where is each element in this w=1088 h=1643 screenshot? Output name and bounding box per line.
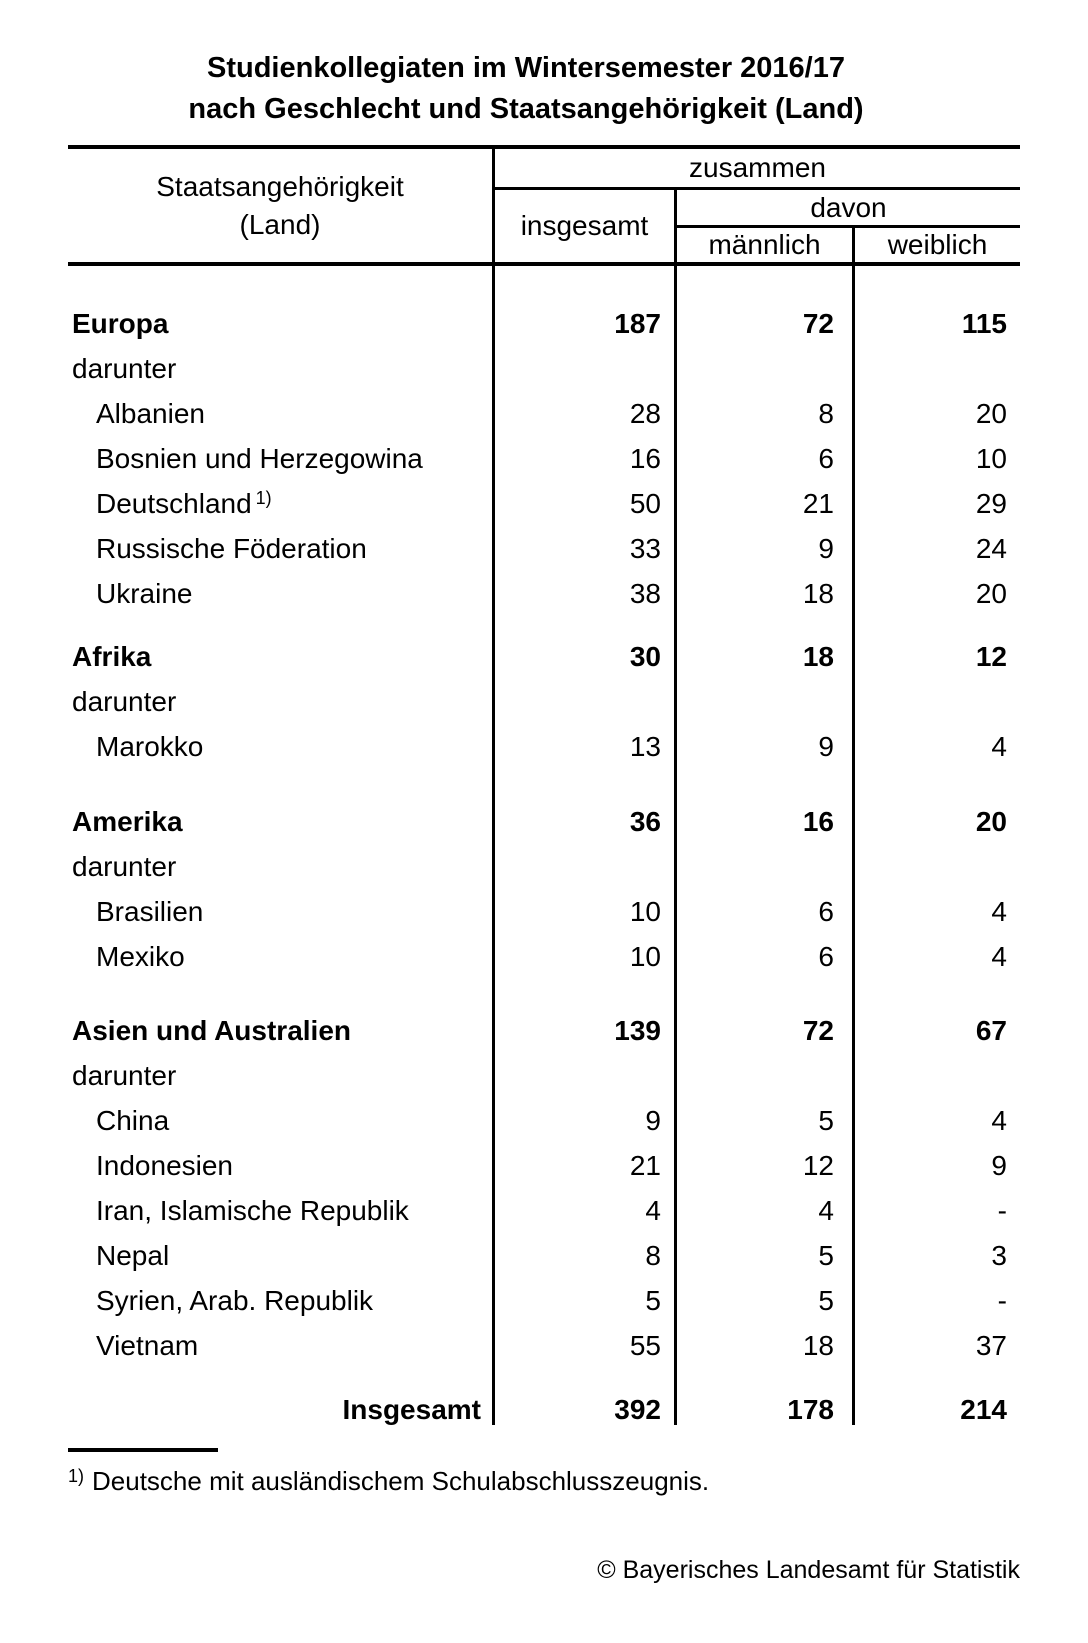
nationality-label: Indonesien [96,1150,234,1181]
nationality-cell [68,799,495,844]
total-cell: 13 [629,731,661,762]
statistics-table [68,145,1020,1432]
female-cell: 4 [991,1105,1007,1136]
female-cell: - [997,1195,1007,1226]
footnote [68,1466,709,1497]
nationality-label: Marokko [96,731,204,762]
nationality-label: Nepal [96,1240,170,1271]
total-cell [495,844,677,889]
female-cell: 37 [975,1330,1007,1361]
total-cell: 30 [629,641,661,672]
male-cell: 18 [802,641,834,672]
nationality-label: Russische Föderation [96,533,367,564]
female-cell: 3 [991,1240,1007,1271]
nationality-label: Ukraine [96,578,193,609]
table-row-sub [68,844,1020,889]
female-cell [855,844,1020,889]
footnote-text: Deutsche mit ausländischem Schulabschlusszeugnis. [92,1466,710,1496]
nationality-cell [68,1233,495,1278]
nationality-label: Bosnien und Herzegowina [96,443,423,474]
total-cell: 55 [629,1330,661,1361]
nationality-label: darunter [72,353,177,384]
total-cell: 392 [614,1394,661,1425]
male-cell: 12 [802,1150,834,1181]
header-mid-row [495,190,1020,262]
page-title-line2: nach Geschlecht und Staatsangehörigkeit (Land) [188,93,864,125]
nationality-label: darunter [72,1060,177,1091]
male-cell: 4 [818,1195,834,1226]
female-cell: 20 [975,578,1007,609]
male-cell: 6 [818,941,834,972]
female-cell [855,346,1020,391]
nationality-cell [68,1053,495,1098]
header-davon-group [677,190,1020,262]
table-row-country [68,1278,1020,1323]
male-cell [677,844,855,889]
total-cell: 50 [629,488,661,519]
nationality-label: Deutschland [96,488,252,519]
male-cell: 18 [802,578,834,609]
nationality-label: Syrien, Arab. Republik [96,1285,374,1316]
female-cell: 4 [991,896,1007,927]
nationality-label: Albanien [96,398,205,429]
table-row-country [68,436,1020,481]
male-cell: 72 [802,1015,834,1046]
nationality-cell [68,1188,495,1233]
table-row-country [68,934,1020,979]
nationality-cell [68,724,495,769]
header-davon-cell: davon [677,190,1020,228]
male-cell: 6 [818,896,834,927]
female-cell: 24 [975,533,1007,564]
table-row-country [68,391,1020,436]
footnote-marker: 1) [68,1466,85,1486]
header-male-cell: männlich [677,228,855,262]
footnote-divider [68,1448,218,1452]
nationality-cell [68,1098,495,1143]
nationality-cell [68,844,495,889]
male-cell: 178 [787,1394,834,1425]
nationality-cell [68,571,495,616]
table-body [68,266,1020,1432]
female-cell: 12 [975,641,1007,672]
female-cell [855,679,1020,724]
total-cell: 33 [629,533,661,564]
nationality-cell [68,634,495,679]
male-cell: 72 [802,308,834,339]
table-header [68,145,1020,266]
page-title-line1: Studienkollegiaten im Wintersemester 2016/17 [207,52,845,84]
table-row-country [68,1323,1020,1368]
female-cell: 115 [961,308,1007,339]
table-row-country [68,481,1020,526]
table-row-country [68,526,1020,571]
male-cell [677,346,855,391]
table-row-sub [68,346,1020,391]
table-row-total [68,1387,1020,1432]
nationality-label: Afrika [72,641,152,672]
nationality-cell [68,481,495,526]
total-cell: 8 [645,1240,661,1271]
total-cell: 10 [629,896,661,927]
female-cell: 4 [991,731,1007,762]
header-values-group [495,149,1020,262]
page-title [50,48,1002,130]
total-cell: 9 [645,1105,661,1136]
total-cell [495,346,677,391]
male-cell: 9 [818,731,834,762]
header-zusammen-cell: zusammen [495,149,1020,190]
table-row-region [68,301,1020,346]
total-cell: 4 [645,1195,661,1226]
table-row-country [68,1143,1020,1188]
nationality-cell [68,934,495,979]
male-cell: 5 [818,1285,834,1316]
total-cell [495,1053,677,1098]
table-row-sub [68,679,1020,724]
table-row-sub [68,1053,1020,1098]
male-cell: 5 [818,1105,834,1136]
total-cell: 21 [629,1150,661,1181]
header-nationality-line1: Staatsangehörigkeit [156,170,404,202]
table-row-country [68,889,1020,934]
nationality-cell [68,1387,495,1432]
male-cell: 18 [802,1330,834,1361]
female-cell: 29 [975,488,1007,519]
male-cell: 21 [802,488,834,519]
header-insgesamt-label: insgesamt [520,210,649,241]
male-cell: 9 [818,533,834,564]
female-cell: 67 [975,1015,1007,1046]
female-cell: - [997,1285,1007,1316]
table-row-country [68,1188,1020,1233]
copyright-notice: © Bayerisches Landesamt für Statistik [597,1556,1020,1584]
total-cell: 187 [614,308,661,339]
table-row-region [68,799,1020,844]
nationality-cell [68,436,495,481]
total-cell: 16 [629,443,661,474]
male-cell: 5 [818,1240,834,1271]
female-cell: 10 [975,443,1007,474]
footnote-reference: 1) [255,488,272,508]
female-cell [855,1053,1020,1098]
male-cell: 6 [818,443,834,474]
nationality-label: darunter [72,851,177,882]
nationality-cell [68,889,495,934]
nationality-label: Iran, Islamische Republik [96,1195,409,1226]
total-cell: 10 [629,941,661,972]
nationality-cell [68,1323,495,1368]
female-cell: 20 [975,398,1007,429]
total-cell: 36 [629,806,661,837]
table-row-region [68,634,1020,679]
nationality-cell [68,526,495,571]
nationality-label: Vietnam [96,1330,199,1361]
total-cell: 5 [645,1285,661,1316]
nationality-label: darunter [72,686,177,717]
nationality-cell [68,1143,495,1188]
male-cell [677,1053,855,1098]
nationality-cell [68,679,495,724]
header-nationality-line2: (Land) [239,208,321,240]
total-cell [495,679,677,724]
nationality-cell [68,346,495,391]
table-row-country [68,724,1020,769]
male-cell [677,679,855,724]
female-cell: 20 [975,806,1007,837]
table-row-country [68,1098,1020,1143]
nationality-label: Asien und Australien [72,1015,352,1046]
header-insgesamt-cell [495,190,677,262]
nationality-cell [68,301,495,346]
table-row-country [68,1233,1020,1278]
nationality-cell [68,1278,495,1323]
nationality-label: Brasilien [96,896,204,927]
nationality-cell [68,1008,495,1053]
male-cell: 8 [818,398,834,429]
female-cell: 214 [960,1394,1007,1425]
nationality-label: Amerika [72,806,183,837]
female-cell: 9 [991,1150,1007,1181]
header-female-cell: weiblich [887,229,988,260]
nationality-label: Insgesamt [342,1394,481,1425]
table-row-country [68,571,1020,616]
nationality-label: Europa [72,308,169,339]
total-cell: 28 [629,398,661,429]
female-cell: 4 [991,941,1007,972]
header-gender-row [677,228,1020,262]
header-nationality-cell [68,149,495,262]
nationality-label: China [96,1105,170,1136]
nationality-label: Mexiko [96,941,185,972]
male-cell: 16 [802,806,834,837]
total-cell: 139 [614,1015,661,1046]
total-cell: 38 [629,578,661,609]
nationality-cell [68,391,495,436]
table-row-region [68,1008,1020,1053]
